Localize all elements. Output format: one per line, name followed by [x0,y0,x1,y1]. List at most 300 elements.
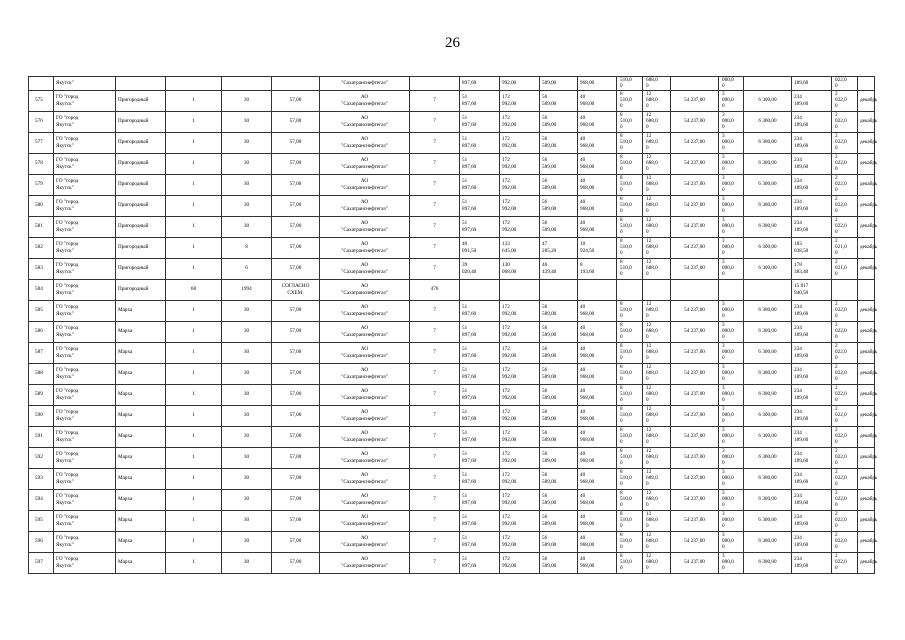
cell-col-total: 15 817 940,50 [792,279,832,300]
cell-col-length: 30 [222,195,272,216]
cell-col-value-c: 56 589,00 [540,153,578,174]
cell-col-month: декабрь [858,363,875,384]
cell-col-value-f: 12 688,0 0 [643,405,671,426]
table-row [29,489,875,510]
cell-col-value-b: 172 992,00 [500,90,540,111]
cell-organization: АО "Сахатранснефтегаз" [320,279,410,300]
cell-locality: Марха [116,531,166,552]
cell-col-value-h: 3 000,0 0 [719,426,744,447]
cell-col-value-h: 000,0 0 [719,77,744,91]
table-row [29,258,875,279]
table-row [29,237,875,258]
cell-col-value-e: 8 510,0 0 [617,237,643,258]
cell-col-value-h: 3 000,0 0 [719,90,744,111]
cell-municipality: ГО "город Якутск" [54,132,116,153]
cell-col-value-e: 8 510,0 0 [617,510,643,531]
cell-col-rate: 57,00 [272,195,320,216]
cell-col-value-d: 40 968,00 [578,342,617,363]
cell-col-units: 7 [410,258,460,279]
cell-col-length: 30 [222,132,272,153]
cell-col-value-i: 6 300,00 [744,531,792,552]
cell-col-value-a: 51 897,60 [460,489,500,510]
cell-organization: АО "Сахатранснефтегаз" [320,405,410,426]
cell-col-month: декабрь [858,258,875,279]
cell-col-rate: 57,00 [272,216,320,237]
cell-col-value-b: 172 992,00 [500,384,540,405]
cell-col-month: декабрь [858,132,875,153]
cell-col-rate: 57,00 [272,132,320,153]
cell-municipality: ГО "город Якутск" [54,300,116,321]
table-row [29,153,875,174]
cell-organization: АО "Сахатранснефтегаз" [320,363,410,384]
cell-col-value-d: 40 968,00 [578,153,617,174]
cell-col-month: декабрь [858,552,875,573]
cell-row-number: 581 [29,216,54,237]
cell-col-count: 1 [166,489,222,510]
cell-col-value-d: 40 968,00 [578,216,617,237]
cell-col-value-c: 56 589,00 [540,174,578,195]
cell-row-number: 590 [29,405,54,426]
cell-col-count: 1 [166,468,222,489]
cell-col-month: декабрь [858,90,875,111]
cell-col-value-i: 6 300,00 [744,111,792,132]
cell-col-value-g: 54 237,00 [671,342,719,363]
cell-locality: Пригородный [116,258,166,279]
cell-col-value-c: 56 589,00 [540,384,578,405]
cell-col-month: декабрь [858,216,875,237]
cell-col-value-h: 3 000,0 0 [719,447,744,468]
cell-col-value-e: 8 510,0 0 [617,258,643,279]
cell-col-value-d: 40 968,00 [578,552,617,573]
cell-municipality: ГО "город Якутск" [54,447,116,468]
cell-col-value-f: 12 688,0 0 [643,153,671,174]
cell-col-value-c [540,279,578,300]
cell-col-length: 30 [222,447,272,468]
cell-col-value-b: 130 068,00 [500,258,540,279]
cell-col-month: декабрь [858,111,875,132]
cell-municipality: ГО "город Якутск" [54,531,116,552]
cell-col-value-a: 39 020,40 [460,258,500,279]
cell-col-value-f: 12 688,0 0 [643,510,671,531]
cell-col-rate: 57,00 [272,363,320,384]
cell-col-value-a: 51 897,60 [460,90,500,111]
cell-col-units: 7 [410,300,460,321]
cell-col-value-h: 3 000,0 0 [719,195,744,216]
cell-col-total: 234 189,60 [792,90,832,111]
cell-col-value-b: 133 645,00 [500,237,540,258]
cell-col-total: 234 189,60 [792,363,832,384]
cell-row-number: 596 [29,531,54,552]
cell-col-value-i: 6 300,00 [744,510,792,531]
cell-col-value-g: 54 237,00 [671,174,719,195]
cell-locality: Пригородный [116,279,166,300]
cell-col-value-d: 40 968,00 [578,531,617,552]
cell-col-value-i: 6 300,00 [744,321,792,342]
cell-col-total: 234 189,60 [792,174,832,195]
cell-col-count: 68 [166,279,222,300]
cell-col-value-f: 12 688,0 0 [643,489,671,510]
cell-col-total: 234 189,60 [792,342,832,363]
cell-locality: Пригородный [116,216,166,237]
cell-organization: АО "Сахатранснефтегаз" [320,216,410,237]
cell-organization: АО "Сахатранснефтегаз" [320,195,410,216]
cell-col-total: 234 189,60 [792,426,832,447]
cell-col-count: 1 [166,174,222,195]
cell-organization: АО "Сахатранснефтегаз" [320,342,410,363]
cell-col-count: 1 [166,405,222,426]
cell-col-units: 7 [410,384,460,405]
cell-col-value-g: 54 237,00 [671,510,719,531]
cell-col-value-g: 54 237,00 [671,468,719,489]
cell-col-value-a: 51 897,60 [460,468,500,489]
cell-row-number: 583 [29,258,54,279]
cell-col-value-a: 51 897,60 [460,174,500,195]
cell-col-year: 2 022,0 0 [832,321,858,342]
cell-col-year: 2 022,0 0 [832,342,858,363]
cell-col-value-e: 8 510,0 0 [617,426,643,447]
cell-col-total: 234 189,60 [792,132,832,153]
cell-col-value-c: 56 589,00 [540,510,578,531]
cell-col-length: 30 [222,153,272,174]
cell-locality: Марха [116,342,166,363]
table-row [29,552,875,573]
cell-col-count: 1 [166,447,222,468]
cell-col-total: 234 189,60 [792,489,832,510]
cell-col-units: 7 [410,510,460,531]
cell-col-value-a: 51 897,60 [460,153,500,174]
cell-col-value-e: 8 510,0 0 [617,468,643,489]
cell-row-number: 593 [29,468,54,489]
cell-col-value-d: 40 968,00 [578,489,617,510]
cell-col-value-a: 51 897,60 [460,342,500,363]
cell-col-value-f: 12 688,0 0 [643,300,671,321]
cell-col-units: 7 [410,342,460,363]
cell-col-month [858,279,875,300]
cell-col-value-b: 172 992,00 [500,132,540,153]
cell-col-value-d: 40 968,00 [578,363,617,384]
cell-col-units: 7 [410,216,460,237]
page-number: 26 [445,35,460,51]
cell-organization: АО "Сахатранснефтегаз" [320,426,410,447]
cell-col-value-h: 3 000,0 0 [719,174,744,195]
cell-col-units: 7 [410,153,460,174]
cell-col-rate: 57,00 [272,321,320,342]
cell-col-year: 2 022,0 0 [832,174,858,195]
cell-col-count: 1 [166,552,222,573]
cell-locality: Пригородный [116,132,166,153]
cell-col-value-i: 6 300,00 [744,195,792,216]
cell-col-rate: 57,00 [272,342,320,363]
cell-col-total: 234 189,60 [792,405,832,426]
cell-locality: Пригородный [116,195,166,216]
cell-col-value-f: 12 688,0 0 [643,384,671,405]
cell-col-value-g: 54 237,00 [671,300,719,321]
cell-col-year: 2 022,0 0 [832,195,858,216]
cell-col-value-i: 6 300,00 [744,132,792,153]
cell-col-value-f: 12 688,0 0 [643,174,671,195]
cell-municipality: ГО "город Якутск" [54,279,116,300]
cell-col-value-h: 3 000,0 0 [719,216,744,237]
cell-col-month: декабрь [858,489,875,510]
table-row [29,174,875,195]
cell-col-value-d: 40 968,00 [578,426,617,447]
cell-col-value-i: 6 300,00 [744,489,792,510]
cell-col-units: 7 [410,426,460,447]
cell-col-value-h: 3 000,0 0 [719,384,744,405]
cell-col-value-g: 54 237,00 [671,552,719,573]
cell-col-value-c: 56 589,00 [540,489,578,510]
cell-col-value-c: 56 589,00 [540,111,578,132]
cell-col-total: 234 189,60 [792,300,832,321]
cell-col-rate: 57,00 [272,447,320,468]
cell-col-month: декабрь [858,342,875,363]
cell-organization: АО "Сахатранснефтегаз" [320,531,410,552]
cell-col-year: 2 022,0 0 [832,552,858,573]
cell-col-value-f: 12 688,0 0 [643,258,671,279]
cell-col-rate: 57,00 [272,174,320,195]
cell-col-year: 2 022,0 0 [832,426,858,447]
cell-col-value-f: 12 688,0 0 [643,237,671,258]
cell-col-count: 1 [166,342,222,363]
cell-col-count: 1 [166,300,222,321]
cell-col-value-a: 51 897,60 [460,384,500,405]
table-row [29,531,875,552]
cell-col-value-i: 6 300,00 [744,552,792,573]
cell-col-total: 234 189,60 [792,384,832,405]
cell-col-value-d: 968,00 [578,77,617,91]
cell-locality: Марха [116,363,166,384]
cell-col-year: 2 022,0 0 [832,510,858,531]
cell-col-month [858,77,875,91]
cell-col-value-d: 40 968,00 [578,111,617,132]
cell-col-month: декабрь [858,384,875,405]
cell-col-value-a: 40 091,50 [460,237,500,258]
cell-col-value-d: 10 924,50 [578,237,617,258]
cell-col-value-h: 3 000,0 0 [719,531,744,552]
cell-col-value-f: 12 688,0 0 [643,90,671,111]
cell-organization: АО "Сахатранснефтегаз" [320,132,410,153]
cell-col-value-f: 12 688,0 0 [643,321,671,342]
cell-col-value-f: 12 688,0 0 [643,531,671,552]
table-body [29,77,878,574]
cell-col-value-i: 6 300,00 [744,300,792,321]
cell-col-units: 7 [410,132,460,153]
cell-col-value-c: 47 285,20 [540,237,578,258]
cell-col-count: 1 [166,195,222,216]
cell-col-value-c: 56 589,00 [540,426,578,447]
cell-col-value-d: 40 968,00 [578,132,617,153]
cell-col-month: декабрь [858,321,875,342]
table-row [29,468,875,489]
cell-col-value-g: 54 237,00 [671,90,719,111]
cell-col-value-c: 56 589,00 [540,468,578,489]
table-row [29,363,875,384]
cell-col-value-f: 12 688,0 0 [643,426,671,447]
cell-col-length: 30 [222,216,272,237]
cell-locality: Пригородный [116,90,166,111]
cell-col-value-h: 3 000,0 0 [719,237,744,258]
cell-col-units: 7 [410,552,460,573]
cell-col-rate: 57,00 [272,510,320,531]
cell-locality: Пригородный [116,237,166,258]
cell-col-value-g: 54 237,00 [671,237,719,258]
cell-row-number: 575 [29,90,54,111]
cell-col-length: 30 [222,111,272,132]
cell-col-count: 1 [166,132,222,153]
cell-locality [116,77,166,91]
cell-col-value-d: 40 968,00 [578,405,617,426]
cell-col-value-g: 54 237,00 [671,216,719,237]
cell-col-count: 1 [166,321,222,342]
cell-col-year: 2 021,0 0 [832,237,858,258]
cell-row-number: 585 [29,300,54,321]
cell-row-number: 578 [29,153,54,174]
cell-col-value-a: 51 897,60 [460,321,500,342]
cell-col-count: 1 [166,258,222,279]
cell-col-count: 1 [166,384,222,405]
cell-col-length: 30 [222,90,272,111]
cell-col-value-d: 40 968,00 [578,90,617,111]
cell-col-value-i [744,77,792,91]
cell-row-number [29,77,54,91]
cell-col-value-g: 54 237,00 [671,426,719,447]
cell-col-value-e: 8 510,0 0 [617,384,643,405]
cell-col-length: 8 [222,237,272,258]
cell-col-value-f: 12 688,0 0 [643,342,671,363]
cell-col-value-b: 172 992,00 [500,426,540,447]
cell-col-units: 7 [410,195,460,216]
cell-organization: "Сахатранснефтегаз" [320,77,410,91]
table-row [29,342,875,363]
table-row [29,321,875,342]
cell-col-value-h: 3 000,0 0 [719,468,744,489]
cell-col-year: 2 022,0 0 [832,153,858,174]
cell-locality: Марха [116,426,166,447]
cell-municipality: ГО "город Якутск" [54,510,116,531]
cell-col-count: 1 [166,153,222,174]
cell-col-rate [272,77,320,91]
cell-col-value-b [500,279,540,300]
cell-col-value-g: 54 237,00 [671,111,719,132]
cell-municipality: ГО "город Якутск" [54,153,116,174]
cell-col-year: 2 022,0 0 [832,216,858,237]
cell-col-value-b: 172 992,00 [500,342,540,363]
cell-col-value-f [643,279,671,300]
cell-col-value-a: 51 897,60 [460,111,500,132]
cell-col-month: декабрь [858,468,875,489]
cell-col-value-c: 56 589,00 [540,531,578,552]
cell-col-count: 1 [166,90,222,111]
cell-locality: Пригородный [116,174,166,195]
cell-col-count: 1 [166,216,222,237]
cell-col-value-i: 6 300,00 [744,468,792,489]
cell-col-value-h [719,279,744,300]
cell-municipality: ГО "город Якутск" [54,363,116,384]
cell-col-length: 30 [222,426,272,447]
cell-col-value-f: 12 688,0 0 [643,468,671,489]
cell-col-value-a: 51 897,60 [460,300,500,321]
cell-col-value-a: 51 897,60 [460,195,500,216]
cell-col-total: 234 189,60 [792,153,832,174]
cell-col-total: 234 189,60 [792,195,832,216]
cell-col-units [410,77,460,91]
cell-locality: Марха [116,321,166,342]
cell-col-year: 2 021,0 0 [832,258,858,279]
cell-row-number: 584 [29,279,54,300]
cell-locality: Пригородный [116,111,166,132]
cell-col-value-f: 688,0 0 [643,77,671,91]
cell-col-value-h: 3 000,0 0 [719,132,744,153]
cell-col-value-i: 6 300,00 [744,384,792,405]
cell-col-value-h: 3 000,0 0 [719,153,744,174]
cell-organization: АО "Сахатранснефтегаз" [320,300,410,321]
cell-row-number: 595 [29,510,54,531]
cell-col-value-g: 54 237,00 [671,447,719,468]
cell-row-number: 579 [29,174,54,195]
cell-col-value-b: 172 992,00 [500,300,540,321]
table-row [29,90,875,111]
cell-municipality: ГО "город Якутск" [54,321,116,342]
cell-col-rate: 57,00 [272,237,320,258]
cell-col-units: 7 [410,405,460,426]
cell-row-number: 591 [29,426,54,447]
cell-col-units: 7 [410,90,460,111]
cell-municipality: ГО "город Якутск" [54,468,116,489]
cell-col-total: 189,60 [792,77,832,91]
table-row [29,111,875,132]
cell-col-total: 234 189,60 [792,447,832,468]
table-row [29,300,875,321]
cell-locality: Марха [116,468,166,489]
cell-organization: АО "Сахатранснефтегаз" [320,447,410,468]
cell-col-value-d: 40 968,00 [578,321,617,342]
cell-col-value-c: 56 589,00 [540,447,578,468]
cell-col-value-g: 54 237,00 [671,195,719,216]
cell-col-month: декабрь [858,426,875,447]
cell-col-value-i: 6 300,00 [744,153,792,174]
cell-col-year: 2 022,0 0 [832,405,858,426]
cell-organization: АО "Сахатранснефтегаз" [320,384,410,405]
cell-col-value-a: 51 897,60 [460,447,500,468]
cell-col-total: 234 189,60 [792,111,832,132]
table-row [29,77,875,91]
cell-col-value-a: 51 897,60 [460,426,500,447]
cell-col-value-b: 172 992,00 [500,510,540,531]
cell-col-value-a: 51 897,60 [460,216,500,237]
cell-col-value-h: 3 000,0 0 [719,489,744,510]
cell-col-rate: 57,00 [272,468,320,489]
cell-municipality: ГО "город Якутск" [54,342,116,363]
cell-organization: АО "Сахатранснефтегаз" [320,468,410,489]
cell-col-value-g: 54 237,00 [671,489,719,510]
cell-col-length: 30 [222,174,272,195]
cell-col-value-e: 8 510,0 0 [617,132,643,153]
cell-col-rate: 57,00 [272,426,320,447]
cell-organization: АО "Сахатранснефтегаз" [320,111,410,132]
cell-locality: Марха [116,447,166,468]
cell-col-rate: 57,00 [272,258,320,279]
cell-municipality: ГО "город Якутск" [54,384,116,405]
cell-organization: АО "Сахатранснефтегаз" [320,258,410,279]
cell-col-year: 2 022,0 0 [832,111,858,132]
cell-col-value-g: 54 237,00 [671,258,719,279]
cell-col-value-b: 172 992,00 [500,552,540,573]
cell-col-value-d: 40 968,00 [578,447,617,468]
cell-organization: АО "Сахатранснефтегаз" [320,237,410,258]
cell-col-value-e: 8 510,0 0 [617,111,643,132]
cell-col-value-h: 3 000,0 0 [719,510,744,531]
cell-municipality: ГО "город Якутск" [54,174,116,195]
